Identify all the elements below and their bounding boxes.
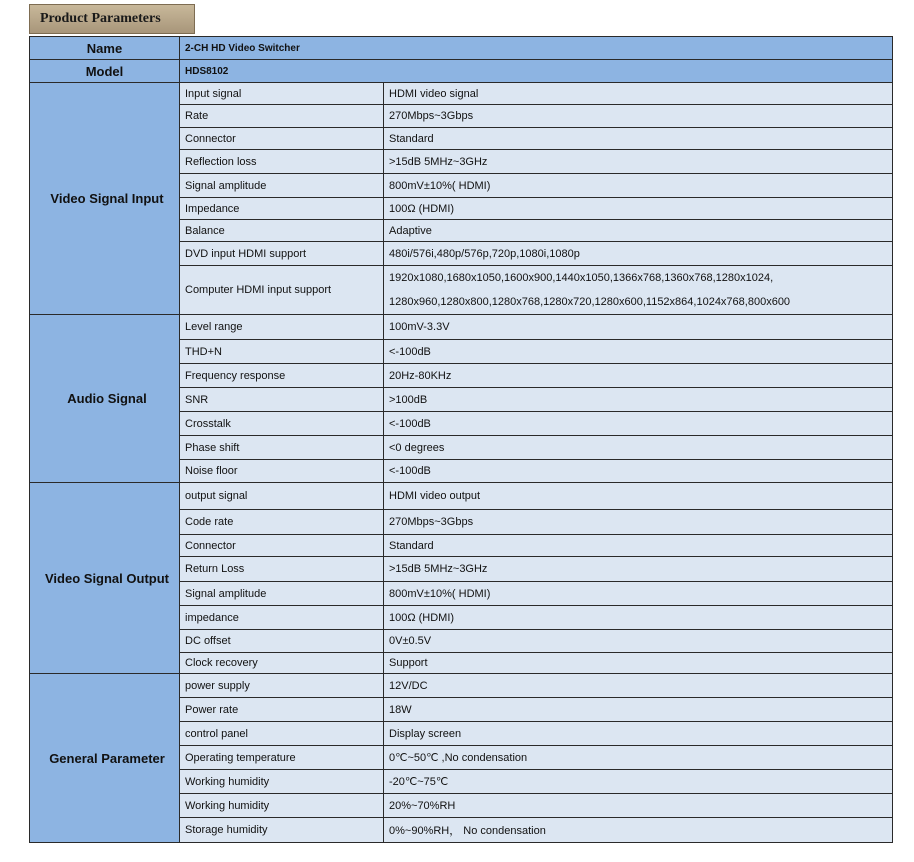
param-name: Rate: [180, 105, 384, 128]
table-row: [30, 83, 893, 105]
header-row: [30, 60, 893, 83]
param-value: Adaptive: [384, 220, 893, 242]
table-row: [30, 674, 893, 698]
param-name: Impedance: [180, 198, 384, 220]
param-name: Level range: [180, 315, 384, 340]
param-name: output signal: [180, 483, 384, 510]
param-value: 100Ω (HDMI): [384, 198, 893, 220]
param-name: impedance: [180, 606, 384, 630]
param-name: Signal amplitude: [180, 582, 384, 606]
param-value: 100Ω (HDMI): [384, 606, 893, 630]
param-value: 800mV±10%( HDMI): [384, 174, 893, 198]
param-name: Working humidity: [180, 794, 384, 818]
product-parameters-table: [29, 36, 893, 843]
param-value: HDMI video signal: [384, 83, 893, 105]
param-name: THD+N: [180, 340, 384, 364]
param-value: Standard: [384, 128, 893, 150]
param-name: power supply: [180, 674, 384, 698]
param-name: Input signal: [180, 83, 384, 105]
header-row: [30, 37, 893, 60]
param-value: 270Mbps~3Gbps: [384, 105, 893, 128]
param-value: >15dB 5MHz~3GHz: [384, 150, 893, 174]
param-name: DVD input HDMI support: [180, 242, 384, 266]
param-name: Clock recovery: [180, 653, 384, 674]
param-name: Working humidity: [180, 770, 384, 794]
section-title: Product Parameters: [29, 4, 195, 34]
group-label: Video Signal Output: [30, 483, 180, 674]
param-value: 100mV-3.3V: [384, 315, 893, 340]
param-value: 800mV±10%( HDMI): [384, 582, 893, 606]
param-value: >100dB: [384, 388, 893, 412]
param-name: Code rate: [180, 510, 384, 535]
param-value: 20Hz-80KHz: [384, 364, 893, 388]
param-value: <-100dB: [384, 340, 893, 364]
param-name: Connector: [180, 535, 384, 557]
group-label: Video Signal Input: [30, 83, 180, 315]
param-value: 480i/576i,480p/576p,720p,1080i,1080p: [384, 242, 893, 266]
header-label: Model: [30, 60, 180, 83]
param-value: <0 degrees: [384, 436, 893, 460]
param-value: [384, 266, 893, 315]
param-value-line: 1280x960,1280x800,1280x768,1280x720,1280x600,1152x864,1024x768,800x600: [389, 296, 791, 308]
param-value: -20℃~75℃: [384, 770, 893, 794]
param-name: DC offset: [180, 630, 384, 653]
param-value: 20%~70%RH: [384, 794, 893, 818]
table-row: [30, 315, 893, 340]
param-value: >15dB 5MHz~3GHz: [384, 557, 893, 582]
param-name: Phase shift: [180, 436, 384, 460]
param-value: Display screen: [384, 722, 893, 746]
header-label: Name: [30, 37, 180, 60]
param-value: 0V±0.5V: [384, 630, 893, 653]
header-value: 2-CH HD Video Switcher: [180, 37, 893, 60]
param-name: control panel: [180, 722, 384, 746]
param-value: 18W: [384, 698, 893, 722]
param-name: Crosstalk: [180, 412, 384, 436]
param-value: HDMI video output: [384, 483, 893, 510]
param-name: Balance: [180, 220, 384, 242]
param-value: 0℃~50℃ ,No condensation: [384, 746, 893, 770]
table-row: [30, 483, 893, 510]
param-name: Computer HDMI input support: [180, 266, 384, 315]
param-value: 0%~90%RH， No condensation: [384, 818, 893, 843]
param-value: Support: [384, 653, 893, 674]
param-name: Connector: [180, 128, 384, 150]
param-value-line: 1920x1080,1680x1050,1600x900,1440x1050,1366x768,1360x768,1280x1024,: [389, 272, 774, 284]
param-name: Storage humidity: [180, 818, 384, 843]
param-name: SNR: [180, 388, 384, 412]
param-value: <-100dB: [384, 460, 893, 483]
param-name: Power rate: [180, 698, 384, 722]
group-label: Audio Signal: [30, 315, 180, 483]
param-value: 12V/DC: [384, 674, 893, 698]
param-value: 270Mbps~3Gbps: [384, 510, 893, 535]
param-name: Noise floor: [180, 460, 384, 483]
header-value: HDS8102: [180, 60, 893, 83]
param-value: Standard: [384, 535, 893, 557]
param-value: <-100dB: [384, 412, 893, 436]
param-name: Operating temperature: [180, 746, 384, 770]
param-name: Reflection loss: [180, 150, 384, 174]
group-label: General Parameter: [30, 674, 180, 843]
param-name: Return Loss: [180, 557, 384, 582]
param-name: Signal amplitude: [180, 174, 384, 198]
param-name: Frequency response: [180, 364, 384, 388]
